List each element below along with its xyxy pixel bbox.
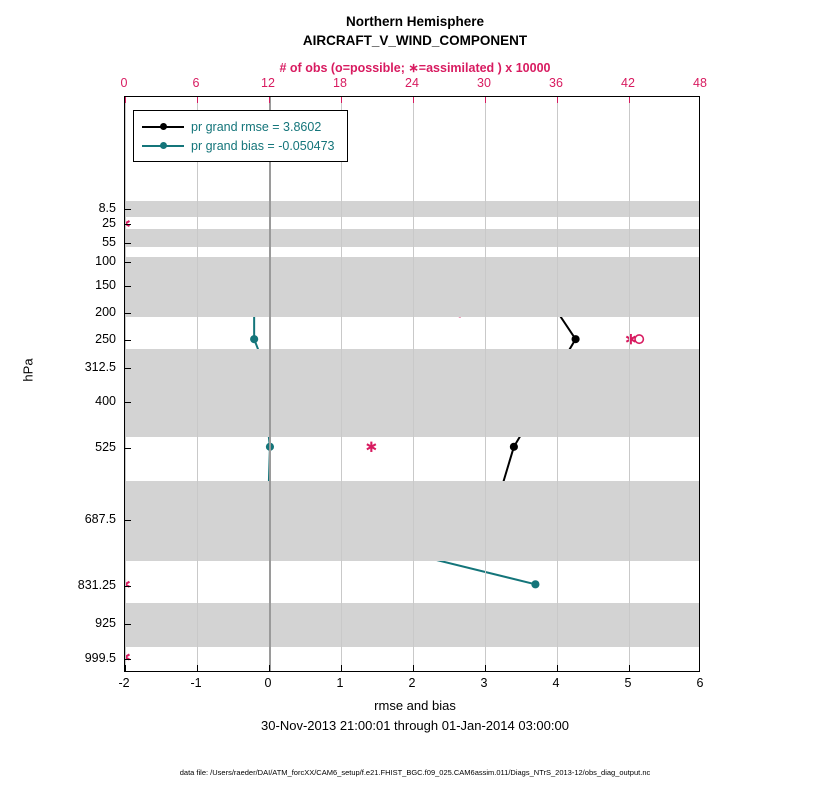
top-axis-tick-label: 48	[693, 76, 707, 90]
top-axis-tick-label: 18	[333, 76, 347, 90]
y-axis-tick	[125, 368, 131, 369]
legend-label-bias: pr grand bias = -0.050473	[191, 138, 335, 153]
legend-swatch-rmse	[142, 121, 184, 133]
y-axis-tick-label: 150	[95, 278, 116, 292]
y-axis-tick	[125, 209, 131, 210]
y-axis-tick	[125, 659, 131, 660]
shaded-band	[125, 387, 699, 437]
gridline-vertical	[485, 97, 486, 671]
top-axis-tick	[557, 97, 558, 103]
legend-item-bias	[142, 136, 335, 155]
y-axis-tick	[125, 262, 131, 263]
x-axis-tick	[341, 665, 342, 671]
y-axis-tick	[125, 448, 131, 449]
y-axis-tick-label: 312.5	[84, 360, 116, 374]
top-axis-tick	[197, 97, 198, 103]
title-line-1: Northern Hemisphere	[345, 14, 485, 29]
x-axis-tick	[125, 665, 126, 671]
series-marker	[532, 581, 539, 588]
obs-assimilated-marker	[367, 442, 376, 452]
date-range-caption: 30-Nov-2013 21:00:01 through 01-Jan-2014 03:00:00	[261, 718, 569, 733]
y-axis-tick-label: 200	[95, 305, 116, 319]
x-axis-tick-label: 6	[696, 676, 704, 690]
x-axis-tick-label: 1	[336, 676, 344, 690]
gridline-vertical	[557, 97, 558, 671]
y-axis-tick	[125, 243, 131, 244]
x-axis-tick	[269, 665, 270, 671]
y-axis-tick-label: 999.5	[84, 651, 116, 665]
x-axis-tick-label: 5	[624, 676, 632, 690]
y-axis-tick	[125, 520, 131, 521]
top-axis-tick	[485, 97, 486, 103]
plot-area	[124, 96, 700, 672]
x-axis-tick-label: -1	[190, 676, 202, 690]
y-axis-title: hPa	[20, 358, 36, 382]
x-axis-tick	[629, 665, 630, 671]
top-axis-tick	[125, 97, 126, 103]
x-axis-tick-label: 0	[264, 676, 272, 690]
x-axis-tick	[413, 665, 414, 671]
gridline-vertical	[269, 97, 271, 671]
x-axis-tick	[557, 665, 558, 671]
y-axis-tick	[125, 313, 131, 314]
top-axis-tick	[629, 97, 630, 103]
top-axis-tick-label: 24	[405, 76, 419, 90]
y-axis-tick	[125, 624, 131, 625]
top-axis-tick	[413, 97, 414, 103]
y-axis-tick	[125, 286, 131, 287]
top-axis-tick-label: 12	[261, 76, 275, 90]
y-axis-tick	[125, 340, 131, 341]
chart-legend	[133, 110, 348, 162]
shaded-band	[125, 349, 699, 387]
y-axis-tick-label: 687.5	[84, 512, 116, 526]
shaded-band	[125, 257, 699, 317]
legend-label-rmse: pr grand rmse = 3.8602	[191, 119, 322, 134]
gridline-vertical	[413, 97, 414, 671]
y-axis-tick-label: 831.25	[77, 578, 116, 592]
top-axis-title: # of obs (o=possible; ∗=assimilated ) x 10000	[279, 61, 551, 75]
obs-assimilated-marker	[626, 334, 635, 344]
x-axis-tick	[485, 665, 486, 671]
y-axis-tick-label: 925	[95, 616, 116, 630]
x-axis-tick	[197, 665, 198, 671]
x-axis-tick-label: -2	[118, 676, 130, 690]
y-axis-tick	[125, 224, 131, 225]
y-axis-tick-label: 250	[95, 332, 116, 346]
chart-title	[0, 12, 830, 50]
series-marker	[510, 443, 517, 450]
gridline-vertical	[341, 97, 342, 671]
gridline-vertical	[197, 97, 198, 671]
x-axis-tick-label: 3	[480, 676, 488, 690]
y-axis-tick-label: 8.5	[98, 201, 116, 215]
legend-item-rmse	[142, 117, 335, 136]
top-axis-tick	[269, 97, 270, 103]
series-marker	[251, 336, 258, 343]
y-axis-tick	[125, 586, 131, 587]
y-axis-tick-label: 525	[95, 440, 116, 454]
top-axis-tick-label: 36	[549, 76, 563, 90]
top-axis-tick	[341, 97, 342, 103]
y-axis-tick-label: 55	[102, 235, 116, 249]
x-axis-tick-label: 2	[408, 676, 416, 690]
y-axis-tick-label: 25	[102, 216, 116, 230]
shaded-band	[125, 603, 699, 647]
data-file-caption: data file: /Users/raeder/DAI/ATM_forcXX/CAM6_setup/f.e21.FHIST_BGC.f09_025.CAM6assim.011/Diags_NTrS_2013-12/obs_diag_output.nc	[179, 768, 651, 777]
x-axis-tick-label: 4	[552, 676, 560, 690]
gridline-vertical	[629, 97, 630, 671]
y-axis-tick-label: 100	[95, 254, 116, 268]
top-axis-tick-label: 42	[621, 76, 635, 90]
top-axis-tick-label: 30	[477, 76, 491, 90]
top-axis-tick-label: 6	[192, 76, 200, 90]
obs-possible-marker	[635, 335, 643, 343]
x-axis-title: rmse and bias	[374, 698, 456, 713]
y-axis-tick	[125, 402, 131, 403]
title-line-2: AIRCRAFT_V_WIND_COMPONENT	[302, 33, 528, 48]
shaded-band	[125, 481, 699, 561]
top-axis-tick-label: 0	[120, 76, 128, 90]
gridline-vertical	[125, 97, 126, 671]
legend-swatch-bias	[142, 140, 184, 152]
y-axis-tick-label: 400	[95, 394, 116, 408]
series-marker	[572, 336, 579, 343]
shaded-band	[125, 229, 699, 247]
shaded-band	[125, 201, 699, 217]
